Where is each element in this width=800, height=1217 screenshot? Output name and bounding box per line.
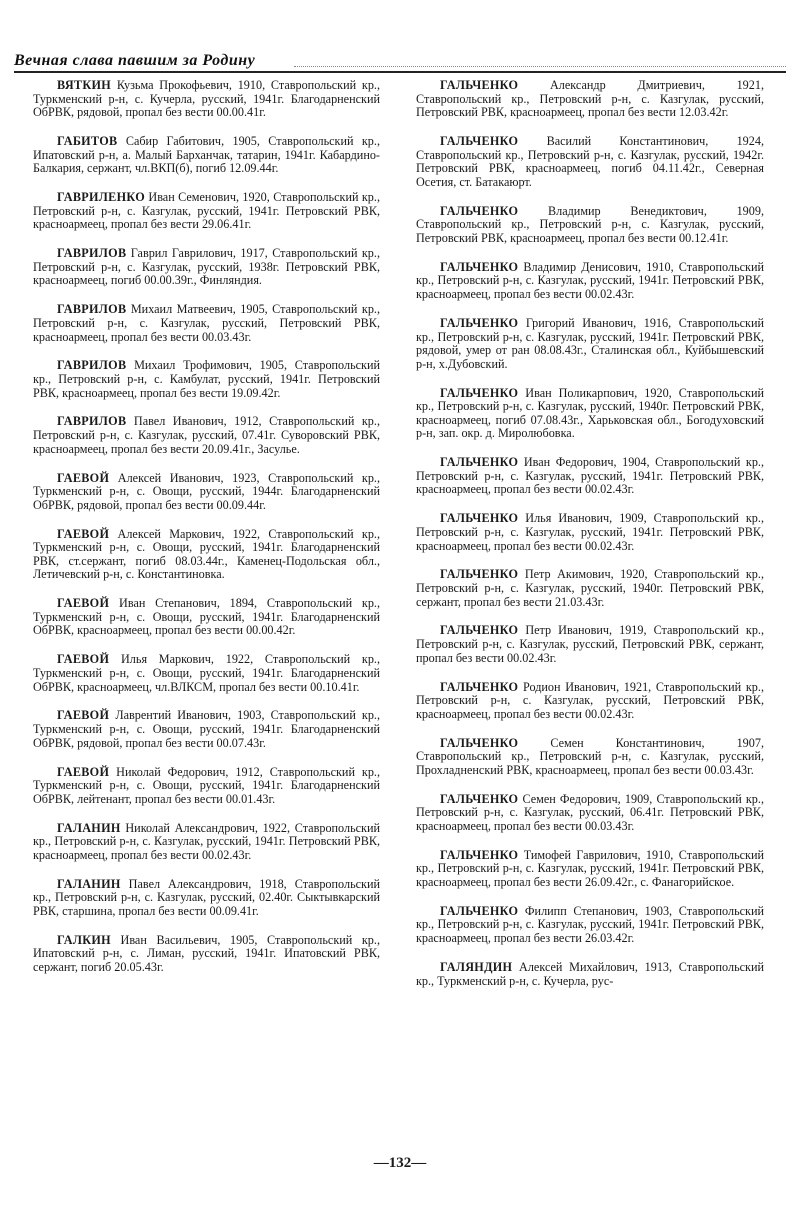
entry-details: Владимир Венедиктович, 1909, Ставропольский кр., Петровский р-н, с. Казгулак, русский, Петровский РВК, красноармеец, пропал без вести 00.12.41г. (416, 203, 764, 245)
entry-surname: ГАЛКИН (57, 932, 111, 947)
page-number: —132— (373, 1155, 427, 1171)
entry-surname: ГАЛЬЧЕНКО (440, 847, 519, 862)
entry (33, 415, 380, 456)
entry-details: Иван Федорович, 1904, Ставропольский кр., Петровский р-н, с. Казгулак, русский, 1941г. Петровский РВК, красноармеец, пропал без вести 00.02.43г. (416, 455, 765, 497)
entry-surname: ГАЛАНИН (57, 820, 121, 835)
entry (416, 317, 764, 371)
entry-details: Гаврил Гаврилович, 1917, Ставропольский кр., Петровский р-н, с. Казгулак, русский, 1938г. Петровский РВК, красноармеец, погиб 00.00.39г., Финляндия. (33, 246, 380, 288)
entry-surname: ГАЛЬЧЕНКО (440, 385, 519, 400)
entry-surname: ГАЛЬЧЕНКО (440, 134, 519, 149)
header-dotted-rule (294, 66, 786, 68)
entry-surname: ГАЛЬЧЕНКО (440, 511, 519, 526)
entry-surname: ГАЕВОЙ (57, 526, 110, 541)
entry (33, 247, 380, 288)
entry-surname: ГАВРИЛЕНКО (57, 190, 145, 205)
entry-surname: ГАВРИЛОВ (57, 414, 127, 429)
entry-surname: ГАЕВОЙ (57, 652, 110, 667)
entry-details: Тимофей Гаврилович, 1910, Ставропольский кр., Петровский р-н, с. Казгулак, русский, 1941г. Петровский РВК, красноармеец, пропал без вести 26.09.42г., с. Фанагорийское. (416, 847, 765, 889)
entry-details: Семен Константинович, 1907, Ставропольский кр., Петровский р-н, с. Казгулак, русский, Прохладненский РВК, красноармеец, пропал без вести 00.03.43г. (416, 735, 764, 777)
entry-surname: ГАЛЬЧЕНКО (440, 78, 519, 92)
entry-details: Александр Дмитриевич, 1921, Ставропольский кр., Петровский р-н, с. Казгулак, русский, Петровский РВК, красноармеец, пропал без вести 12.03.42г. (416, 78, 764, 120)
entry (416, 905, 764, 946)
left-column (33, 79, 380, 990)
entry (416, 793, 764, 834)
entry-details: Алексей Иванович, 1923, Ставропольский кр., Туркменский р-н, с. Овощи, русский, 1944г. Благодарненский ОбРВК, рядовой, пропал без вести 00.09.44г. (33, 470, 381, 512)
entry-details: Павел Иванович, 1912, Ставропольский кр., Петровский р-н, с. Казгулак, русский, 07.41г. Суворовский РВК, красноармеец, пропал без вести 20.09.41г., Засулье. (33, 414, 380, 456)
entry-surname: ГАЛЬЧЕНКО (440, 315, 519, 330)
entry (33, 766, 380, 807)
entry-surname: ГАЛЬЧЕНКО (440, 455, 519, 470)
entry (33, 822, 380, 863)
entry-surname: ВЯТКИН (57, 78, 112, 92)
entry (416, 135, 764, 189)
entry (416, 261, 764, 302)
entry (416, 79, 764, 120)
entry-details: Павел Александрович, 1918, Ставропольский кр., Петровский р-н, с. Казгулак, русский, 02.40г. Сыктывкарский РВК, старшина, пропал без вести 00.09.41г. (33, 876, 380, 918)
entry (33, 303, 380, 344)
entry (33, 472, 380, 513)
entry-surname: ГАЕВОЙ (57, 708, 110, 723)
entry-details: Николай Александрович, 1922, Ставропольский кр., Петровский р-н, с. Казгулак, русский, 1941г. Петровский РВК, красноармеец, пропал без вести 00.02.43г. (33, 820, 381, 862)
entry-details: Владимир Денисович, 1910, Ставропольский кр., Петровский р-н, с. Казгулак, русский, 1941г. Петровский РВК, красноармеец, пропал без вести 00.02.43г. (416, 259, 765, 302)
entry-details: Николай Федорович, 1912, Ставропольский кр., Туркменский р-н, с. Овощи, русский, 1941г. Благодарненский ОбРВК, лейтенант, пропал без вести 00.01.43г. (33, 764, 381, 806)
entry-details: Иван Поликарпович, 1920, Ставропольский кр., Петровский р-н, с. Казгулак, русский, 1940г. Петровский РВК, красноармеец, погиб 07.08.43г., Харьковская обл., Богодуховский р-н, зап. окр. д. Миролюбовка. (416, 385, 764, 441)
entry-details: Григорий Иванович, 1916, Ставропольский кр., Петровский р-н, с. Казгулак, русский, 1941г. Петровский РВК, рядовой, умер от ран 08.08.43г., Сталинская обл., Куйбышевский р-н, х.Дубовский. (416, 315, 765, 371)
entry-surname: ГАЕВОЙ (57, 596, 110, 611)
entry-details: Илья Маркович, 1922, Ставропольский кр., Туркменский р-н, с. Овощи, русский, 1941г. Благодарненский ОбРВК, красноармеец, чл.ВЛКСМ, пропал без вести 00.10.41г. (33, 652, 381, 694)
entry-surname: ГАЛЬЧЕНКО (440, 259, 519, 274)
entry-details: Родион Иванович, 1921, Ставропольский кр., Петровский р-н, с. Казгулак, русский, Петровский РВК, красноармеец, пропал без вести 00.02.43г. (416, 679, 764, 721)
entry-surname: ГАВРИЛОВ (57, 246, 127, 261)
entry-surname: ГАЛЬЧЕНКО (440, 623, 519, 638)
entry (416, 681, 764, 722)
entry (33, 191, 380, 232)
entry (33, 79, 380, 120)
header-rule (14, 71, 786, 73)
entry (416, 205, 764, 246)
entry-details: Петр Акимович, 1920, Ставропольский кр., Петровский р-н, с. Казгулак, русский, 1940г. Петровский РВК, сержант, пропал без вести 21.03.43г. (416, 567, 764, 609)
entry (416, 568, 764, 609)
entry-surname: ГАВРИЛОВ (57, 302, 127, 317)
entry (416, 849, 764, 890)
entry (416, 456, 764, 497)
entry-details: Василий Константинович, 1924, Ставропольский кр., Петровский р-н, с. Казгулак, русский, 1942г. Петровский РВК, красноармеец, погиб 04.11.42г., Северная Осетия, ст. Батакаюрт. (416, 134, 765, 189)
entry-details: Петр Иванович, 1919, Ставропольский кр., Петровский р-н, с. Казгулак, русский, Петровский РВК, сержант, пропал без вести 00.02.43г. (416, 623, 765, 665)
entry (33, 528, 380, 582)
entry-surname: ГАВРИЛОВ (57, 358, 127, 373)
entry-details: Михаил Трофимович, 1905, Ставропольский кр., Петровский р-н, с. Камбулат, русский, 1941г. Петровский РВК, красноармеец, пропал без вести 19.09.42г. (33, 358, 381, 400)
entry-surname: ГАБИТОВ (57, 134, 118, 149)
entry-surname: ГАЛЬЧЕНКО (440, 791, 519, 806)
entry-details: Филипп Степанович, 1903, Ставропольский кр., Петровский р-н, с. Казгулак, русский, 1941г. Петровский РВК, красноармеец, пропал без вести 26.03.42г. (416, 903, 764, 946)
entry-details: Лаврентий Иванович, 1903, Ставропольский кр., Туркменский р-н, с. Овощи, русский, 1941г. Благодарненский ОбРВК, рядовой, пропал без вести 00.07.43г. (33, 708, 381, 750)
entry-surname: ГАЛАНИН (57, 876, 121, 891)
entry (33, 359, 380, 400)
entry-details: Илья Иванович, 1909, Ставропольский кр., Петровский р-н, с. Казгулак, русский, 1941г. Петровский РВК, красноармеец, пропал без вести 00.02.43г. (416, 511, 764, 553)
entry-surname: ГАЛЬЧЕНКО (440, 735, 519, 750)
entry-surname: ГАЛЬЧЕНКО (440, 679, 519, 694)
entry (33, 878, 380, 919)
entry-surname: ГАЛЬЧЕНКО (440, 567, 519, 582)
entry-details: Иван Семенович, 1920, Ставропольский кр., Петровский р-н, с. Казгулак, русский, 1941г. Петровский РВК, красноармеец, пропал без вести 29.06.41г. (33, 190, 380, 232)
entry (33, 934, 380, 975)
entry-details: Иван Васильевич, 1905, Ставропольский кр., Ипатовский р-н, с. Лиман, русский, 1941г. Ипатовский РВК, сержант, погиб 20.05.43г. (33, 932, 380, 974)
entry (416, 387, 764, 441)
entry (33, 597, 380, 638)
entry-details: Михаил Матвеевич, 1905, Ставропольский кр., Петровский р-н, с. Казгулак, русский, Петровский РВК, красноармеец, пропал без вести 00.03.43г. (33, 302, 381, 344)
entry (33, 653, 380, 694)
entry-details: Алексей Маркович, 1922, Ставропольский кр., Туркменский р-н, с. Овощи, русский, 1941г. Благодарненский РВК, ст.сержант, погиб 08.03.44г., Каменец-Подольская обл., Летичевский р-н, с. Константиновка. (33, 526, 381, 582)
entry-details: Семен Федорович, 1909, Ставропольский кр., Петровский р-н, с. Казгулак, русский, 06.41г. Петровский РВК, красноармеец, пропал без вести 00.03.43г. (416, 791, 764, 833)
entry-details: Алексей Михайлович, 1913, Ставропольский кр., Туркменский р-н, с. Кучерла, рус- (416, 959, 764, 988)
entry (416, 624, 764, 665)
header-title: Вечная слава павшим за Родину (14, 52, 256, 69)
entry-details: Кузьма Прокофьевич, 1910, Ставропольский кр., Туркменский р-н, с. Кучерла, русский, 1941г. Благодарненский ОбРВК, рядовой, пропал без вести 00.00.41г. (33, 78, 381, 120)
entry-surname: ГАЕВОЙ (57, 470, 110, 485)
entry (416, 737, 764, 778)
entry-details: Сабир Габитович, 1905, Ставропольский кр., Ипатовский р-н, а. Малый Барханчак, татарин, 1941г. Кабардино-Балкария, сержант, чл.ВКП(б), погиб 12.09.44г. (33, 134, 380, 176)
entry-surname: ГАЕВОЙ (57, 764, 110, 779)
entry (416, 961, 764, 988)
entry (416, 512, 764, 553)
right-column (416, 79, 764, 1003)
entry (33, 135, 380, 176)
entry (33, 709, 380, 750)
entry-surname: ГАЛЯНДИН (440, 959, 513, 974)
entry-details: Иван Степанович, 1894, Ставропольский кр., Туркменский р-н, с. Овощи, русский, 1941г. Благодарненский ОбРВК, красноармеец, пропал без вести 00.00.42г. (33, 596, 381, 638)
entry-surname: ГАЛЬЧЕНКО (440, 903, 519, 918)
running-header (14, 52, 786, 74)
entry-surname: ГАЛЬЧЕНКО (440, 203, 519, 218)
